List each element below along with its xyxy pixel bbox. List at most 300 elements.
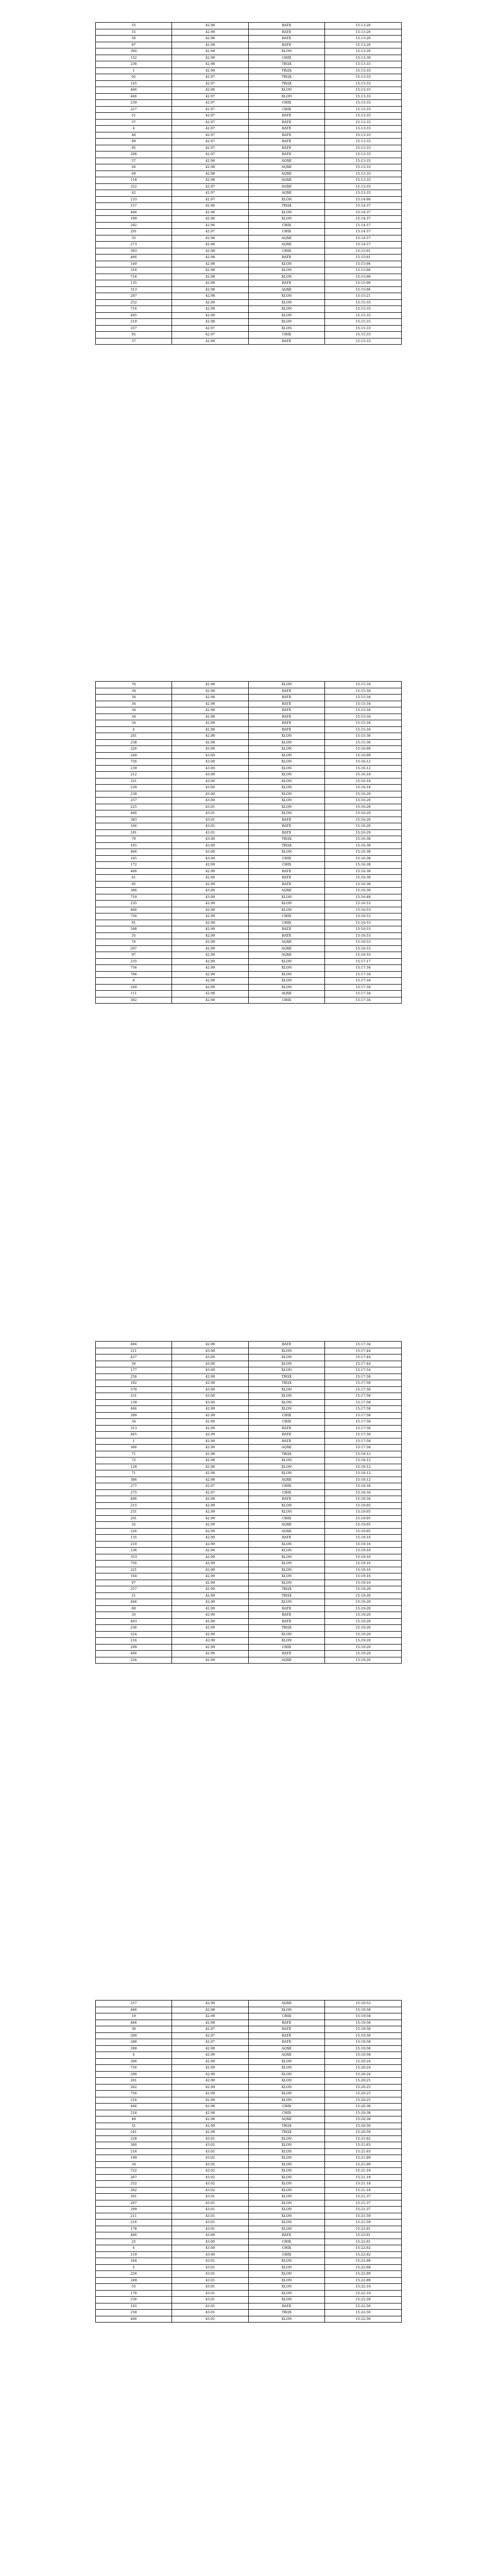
table-row — [96, 2310, 402, 2316]
table-row — [96, 158, 402, 164]
price-cell: 43.01 — [172, 2303, 249, 2310]
time-cell: 15:19:16 — [325, 1561, 402, 1567]
time-cell: 15:22:02 — [325, 2251, 402, 2258]
time-cell: 15:18:12 — [325, 1451, 402, 1458]
time-cell: 15:13:33 — [325, 100, 402, 107]
time-cell: 15:15:21 — [325, 293, 402, 300]
venue-cell: CHIX — [249, 862, 325, 869]
price-cell: 43.00 — [172, 1354, 249, 1361]
volume-cell: 149 — [96, 261, 172, 267]
venue-cell: XLON — [249, 1541, 325, 1548]
table-row — [96, 971, 402, 978]
time-cell: 15:22:01 — [325, 2239, 402, 2245]
venue-cell: XLON — [249, 2097, 325, 2104]
time-cell: 15:14:57 — [325, 242, 402, 248]
venue-cell: XLON — [249, 306, 325, 313]
table-row — [96, 2148, 402, 2155]
table-row — [96, 791, 402, 798]
table-row — [96, 2078, 402, 2084]
price-cell: 42.99 — [172, 2091, 249, 2097]
time-cell: 15:20:38 — [325, 2116, 402, 2123]
venue-cell: BATE — [249, 1425, 325, 1432]
volume-cell: 34 — [96, 720, 172, 727]
table-row — [96, 196, 402, 203]
time-cell: 15:13:33 — [325, 126, 402, 132]
table-row — [96, 2136, 402, 2142]
price-cell: 42.97 — [172, 2026, 249, 2033]
time-cell: 15:17:34 — [325, 984, 402, 991]
table-row — [96, 945, 402, 952]
venue-cell: BATE — [249, 823, 325, 830]
price-cell: 42.99 — [172, 1432, 249, 1438]
time-cell: 15:15:34 — [325, 701, 402, 707]
volume-cell: 267 — [96, 2174, 172, 2181]
time-cell: 15:15:34 — [325, 714, 402, 720]
venue-cell: AQXE — [249, 1445, 325, 1451]
venue-cell: XLON — [249, 1470, 325, 1477]
venue-cell: BATE — [249, 868, 325, 875]
price-cell: 42.98 — [172, 707, 249, 714]
price-cell: 42.97 — [172, 80, 249, 87]
price-cell: 42.97 — [172, 132, 249, 139]
venue-cell: XLON — [249, 196, 325, 203]
time-cell: 15:17:58 — [325, 1374, 402, 1380]
price-cell: 43.01 — [172, 2213, 249, 2219]
price-cell: 42.98 — [172, 739, 249, 746]
venue-cell: XLON — [249, 1393, 325, 1400]
volume-cell: 249 — [96, 2277, 172, 2284]
time-cell: 15:18:12 — [325, 1458, 402, 1464]
venue-cell: AQXE — [249, 164, 325, 171]
price-cell: 43.01 — [172, 2284, 249, 2291]
price-cell: 42.99 — [172, 952, 249, 959]
price-cell: 42.97 — [172, 100, 249, 107]
price-cell: 42.98 — [172, 274, 249, 280]
time-cell: 15:19:20 — [325, 1605, 402, 1612]
venue-cell: XLON — [249, 1573, 325, 1580]
volume-cell: 288 — [96, 2045, 172, 2052]
price-cell: 43.01 — [172, 2271, 249, 2278]
table-row — [96, 1399, 402, 1406]
volume-cell: 756 — [96, 759, 172, 766]
volume-cell: 466 — [96, 907, 172, 913]
time-cell: 15:13:26 — [325, 36, 402, 42]
price-cell: 42.97 — [172, 1489, 249, 1496]
time-cell: 15:19:58 — [325, 2045, 402, 2052]
price-cell: 42.99 — [172, 907, 249, 913]
venue-cell: CHIX — [249, 1483, 325, 1490]
venue-cell: XLON — [249, 759, 325, 766]
price-cell: 42.98 — [172, 55, 249, 61]
price-cell: 42.98 — [172, 42, 249, 48]
time-cell: 15:16:53 — [325, 939, 402, 946]
volume-cell: 55 — [96, 23, 172, 29]
price-cell: 42.98 — [172, 338, 249, 345]
volume-cell: 166 — [96, 823, 172, 830]
price-cell: 43.01 — [172, 823, 249, 830]
time-cell: 15:18:12 — [325, 1464, 402, 1470]
volume-cell: 34 — [96, 688, 172, 694]
time-cell: 15:16:48 — [325, 894, 402, 901]
time-cell: 15:16:20 — [325, 823, 402, 830]
volume-cell: 37 — [96, 338, 172, 345]
volume-cell: 299 — [96, 1644, 172, 1651]
price-cell: 43.00 — [172, 1348, 249, 1354]
table-row — [96, 209, 402, 216]
price-cell: 42.98 — [172, 2110, 249, 2116]
price-cell: 42.99 — [172, 2013, 249, 2020]
volume-cell: 405 — [96, 312, 172, 319]
time-cell: 15:13:33 — [325, 74, 402, 81]
volume-cell: 61 — [96, 875, 172, 882]
volume-cell: 313 — [96, 286, 172, 293]
venue-cell: BATE — [249, 1438, 325, 1445]
venue-cell: BATE — [249, 1535, 325, 1541]
time-cell: 15:15:06 — [325, 267, 402, 274]
price-cell: 43.01 — [172, 810, 249, 817]
volume-cell: 111 — [96, 991, 172, 997]
table-row — [96, 778, 402, 785]
volume-cell: 30 — [96, 2026, 172, 2033]
time-cell: 15:19:16 — [325, 1573, 402, 1580]
time-cell: 15:13:33 — [325, 139, 402, 145]
price-cell: 42.98 — [172, 248, 249, 255]
time-cell: 15:20:50 — [325, 2123, 402, 2129]
venue-cell: XLON — [249, 901, 325, 907]
volume-cell: 249 — [96, 752, 172, 759]
volume-cell: 152 — [96, 55, 172, 61]
volume-cell: 337 — [96, 325, 172, 332]
time-cell: 15:17:34 — [325, 991, 402, 997]
table-row — [96, 2219, 402, 2226]
time-cell: 15:15:33 — [325, 312, 402, 319]
venue-cell: XLON — [249, 2226, 325, 2232]
volume-cell: 97 — [96, 1580, 172, 1586]
venue-cell: CHIX — [249, 100, 325, 107]
venue-cell: CHIX — [249, 1644, 325, 1651]
table-row — [96, 785, 402, 791]
volume-cell: 277 — [96, 1483, 172, 1490]
time-cell: 15:19:16 — [325, 1580, 402, 1586]
venue-cell: BATE — [249, 29, 325, 36]
price-cell: 42.99 — [172, 945, 249, 952]
time-cell: 15:19:58 — [325, 2026, 402, 2033]
time-cell: 15:16:38 — [325, 842, 402, 849]
table-row — [96, 1386, 402, 1393]
time-cell: 15:16:12 — [325, 759, 402, 766]
time-cell: 15:16:20 — [325, 798, 402, 804]
table-row — [96, 1541, 402, 1548]
table-row — [96, 80, 402, 87]
time-cell: 15:17:58 — [325, 1380, 402, 1387]
venue-cell: AQXE — [249, 242, 325, 248]
time-cell: 15:15:34 — [325, 682, 402, 688]
venue-cell: BATE — [249, 1432, 325, 1438]
venue-cell: TRQX — [249, 74, 325, 81]
table-row — [96, 2026, 402, 2033]
venue-cell: XLON — [249, 785, 325, 791]
time-cell: 15:13:26 — [325, 48, 402, 55]
table-row — [96, 1419, 402, 1426]
venue-cell: TRQX — [249, 1625, 325, 1632]
time-cell: 15:22:08 — [325, 2264, 402, 2271]
time-cell: 15:15:33 — [325, 338, 402, 345]
price-cell: 42.96 — [172, 209, 249, 216]
table-row — [96, 1548, 402, 1554]
table-row — [96, 222, 402, 229]
table-row — [96, 939, 402, 946]
volume-cell: 466 — [96, 2232, 172, 2239]
venue-cell: XLON — [249, 752, 325, 759]
table-row — [96, 1425, 402, 1432]
volume-cell: 182 — [96, 1380, 172, 1387]
table-row — [96, 145, 402, 151]
price-cell: 42.99 — [172, 1599, 249, 1606]
time-cell: 15:19:16 — [325, 1541, 402, 1548]
price-cell: 43.01 — [172, 2207, 249, 2213]
table-row — [96, 132, 402, 139]
table-row — [96, 2297, 402, 2303]
time-cell: 15:16:38 — [325, 836, 402, 843]
volume-cell: 56 — [96, 1361, 172, 1367]
table-row — [96, 255, 402, 261]
table-row — [96, 1483, 402, 1490]
time-cell: 15:15:36 — [325, 739, 402, 746]
price-cell: 42.98 — [172, 286, 249, 293]
venue-cell: BATE — [249, 688, 325, 694]
volume-cell: 238 — [96, 739, 172, 746]
volume-cell: 128 — [96, 1464, 172, 1470]
venue-cell: XLON — [249, 299, 325, 306]
time-cell: 15:18:34 — [325, 1483, 402, 1490]
volume-cell: 466 — [96, 1342, 172, 1348]
time-cell: 15:20:24 — [325, 2065, 402, 2072]
time-cell: 15:16:53 — [325, 901, 402, 907]
price-cell: 42.99 — [172, 913, 249, 920]
volume-cell: 211 — [96, 1348, 172, 1354]
table-row — [96, 1586, 402, 1593]
venue-cell: CHIX — [249, 1412, 325, 1419]
volume-cell: 216 — [96, 2097, 172, 2104]
venue-cell: AQXE — [249, 1522, 325, 1529]
price-cell: 42.97 — [172, 106, 249, 113]
table-row — [96, 875, 402, 882]
volume-cell: 210 — [96, 1541, 172, 1548]
price-cell: 42.99 — [172, 1412, 249, 1419]
time-cell: 15:19:58 — [325, 2013, 402, 2020]
time-cell: 15:19:58 — [325, 2020, 402, 2026]
venue-cell: XLON — [249, 1348, 325, 1354]
table-row — [96, 2052, 402, 2059]
time-cell: 15:19:16 — [325, 1554, 402, 1561]
venue-cell: XLON — [249, 2316, 325, 2323]
table-row — [96, 164, 402, 171]
venue-cell: CHIX — [249, 2104, 325, 2110]
price-cell: 42.99 — [172, 312, 249, 319]
venue-cell: XLON — [249, 2264, 325, 2271]
price-cell: 42.99 — [172, 1438, 249, 1445]
price-cell: 42.99 — [172, 2084, 249, 2091]
time-cell: 15:19:20 — [325, 1618, 402, 1625]
volume-cell: 92 — [96, 332, 172, 338]
volume-cell: 228 — [96, 2136, 172, 2142]
price-cell: 42.99 — [172, 1561, 249, 1567]
time-cell: 15:14:57 — [325, 229, 402, 235]
venue-cell: BATE — [249, 2039, 325, 2046]
price-cell: 42.98 — [172, 997, 249, 1004]
table-row — [96, 1515, 402, 1522]
volume-cell: 95 — [96, 881, 172, 888]
venue-cell: BATE — [249, 881, 325, 888]
venue-cell: AQXE — [249, 2045, 325, 2052]
price-cell: 42.98 — [172, 261, 249, 267]
time-cell: 15:17:58 — [325, 1419, 402, 1426]
price-cell: 42.99 — [172, 2097, 249, 2104]
price-cell: 42.97 — [172, 332, 249, 338]
table-row — [96, 933, 402, 939]
price-cell: 43.00 — [172, 842, 249, 849]
venue-cell: XLON — [249, 2284, 325, 2291]
price-cell: 43.02 — [172, 2155, 249, 2162]
table-row — [96, 682, 402, 688]
time-cell: 15:13:33 — [325, 87, 402, 94]
volume-cell: 466 — [96, 849, 172, 856]
venue-cell: XLON — [249, 978, 325, 985]
price-cell: 43.00 — [172, 888, 249, 894]
venue-cell: XLON — [249, 87, 325, 94]
table-row — [96, 248, 402, 255]
time-cell: 15:19:05 — [325, 1509, 402, 1516]
table-row — [96, 868, 402, 875]
volume-cell: 756 — [96, 2065, 172, 2072]
volume-cell: 258 — [96, 2310, 172, 2316]
venue-cell: XLON — [249, 907, 325, 913]
price-cell: 42.99 — [172, 1541, 249, 1548]
price-cell: 42.98 — [172, 2007, 249, 2013]
table-row — [96, 2277, 402, 2284]
price-cell: 43.00 — [172, 855, 249, 862]
price-cell: 42.98 — [172, 164, 249, 171]
time-cell: 15:17:54 — [325, 1367, 402, 1374]
time-cell: 15:21:37 — [325, 2194, 402, 2200]
price-cell: 43.02 — [172, 2161, 249, 2168]
time-cell: 15:21:59 — [325, 2213, 402, 2219]
venue-cell: CHIX — [249, 920, 325, 926]
price-cell: 42.99 — [172, 1592, 249, 1599]
table-row — [96, 1580, 402, 1586]
volume-cell: 722 — [96, 2168, 172, 2175]
volume-cell: 201 — [96, 2194, 172, 2200]
volume-cell: 302 — [96, 997, 172, 1004]
volume-cell: 76 — [96, 682, 172, 688]
venue-cell: BATE — [249, 1496, 325, 1503]
volume-cell: 261 — [96, 2078, 172, 2084]
volume-cell: 164 — [96, 1573, 172, 1580]
volume-cell: 216 — [96, 2219, 172, 2226]
table-row — [96, 177, 402, 184]
price-cell: 42.99 — [172, 1445, 249, 1451]
volume-cell: 189 — [96, 216, 172, 223]
venue-cell: CHIX — [249, 2110, 325, 2116]
time-cell: 15:17:44 — [325, 1354, 402, 1361]
volume-cell: 19 — [96, 2013, 172, 2020]
price-cell: 42.99 — [172, 1374, 249, 1380]
time-cell: 15:21:59 — [325, 2219, 402, 2226]
table-row — [96, 726, 402, 733]
time-cell: 15:13:33 — [325, 164, 402, 171]
table-row — [96, 1638, 402, 1645]
volume-cell: 72 — [96, 1458, 172, 1464]
volume-cell: 76 — [96, 939, 172, 946]
price-cell: 42.98 — [172, 23, 249, 29]
table-row — [96, 1374, 402, 1380]
venue-cell: BATE — [249, 2232, 325, 2239]
price-cell: 43.00 — [172, 746, 249, 753]
trade-table-block-2 — [95, 681, 401, 1004]
venue-cell: XLON — [249, 746, 325, 753]
volume-cell: 383 — [96, 817, 172, 823]
time-cell: 15:16:20 — [325, 817, 402, 823]
table-row — [96, 2097, 402, 2104]
venue-cell: TRQX — [249, 203, 325, 210]
price-cell: 42.98 — [172, 267, 249, 274]
venue-cell: XLON — [249, 2168, 325, 2175]
venue-cell: XLON — [249, 2084, 325, 2091]
venue-cell: XLON — [249, 2174, 325, 2181]
volume-cell: 224 — [96, 1631, 172, 1638]
venue-cell: XLON — [249, 2142, 325, 2149]
price-cell: 43.00 — [172, 2232, 249, 2239]
volume-cell: 164 — [96, 2258, 172, 2265]
price-cell: 42.99 — [172, 1580, 249, 1586]
time-cell: 15:16:12 — [325, 765, 402, 772]
price-cell: 42.98 — [172, 1342, 249, 1348]
table-row — [96, 1625, 402, 1632]
volume-cell: 178 — [96, 2290, 172, 2297]
price-cell: 42.99 — [172, 1509, 249, 1516]
table-row — [96, 2071, 402, 2078]
time-cell: 15:19:05 — [325, 1522, 402, 1529]
table-row — [96, 261, 402, 267]
price-cell: 42.99 — [172, 1554, 249, 1561]
time-cell: 15:14:00 — [325, 196, 402, 203]
volume-cell: 208 — [96, 151, 172, 158]
table-row — [96, 2007, 402, 2013]
price-cell: 43.00 — [172, 778, 249, 785]
time-cell: 15:15:06 — [325, 286, 402, 293]
price-cell: 42.98 — [172, 177, 249, 184]
volume-cell: 89 — [96, 139, 172, 145]
venue-cell: XLON — [249, 2207, 325, 2213]
volume-cell: 212 — [96, 772, 172, 778]
price-cell: 43.00 — [172, 1361, 249, 1367]
price-cell: 43.01 — [172, 2194, 249, 2200]
price-cell: 42.98 — [172, 293, 249, 300]
volume-cell: 34 — [96, 1419, 172, 1426]
volume-cell: 466 — [96, 1651, 172, 1657]
table-row — [96, 113, 402, 120]
venue-cell: XLON — [249, 1354, 325, 1361]
volume-cell: 225 — [96, 804, 172, 810]
price-cell: 43.01 — [172, 2226, 249, 2232]
table-row — [96, 836, 402, 843]
table-row — [96, 171, 402, 177]
price-cell: 43.02 — [172, 2187, 249, 2194]
volume-cell: 135 — [96, 1535, 172, 1541]
volume-cell: 216 — [96, 2148, 172, 2155]
volume-cell: 766 — [96, 971, 172, 978]
volume-cell: 466 — [96, 2104, 172, 2110]
